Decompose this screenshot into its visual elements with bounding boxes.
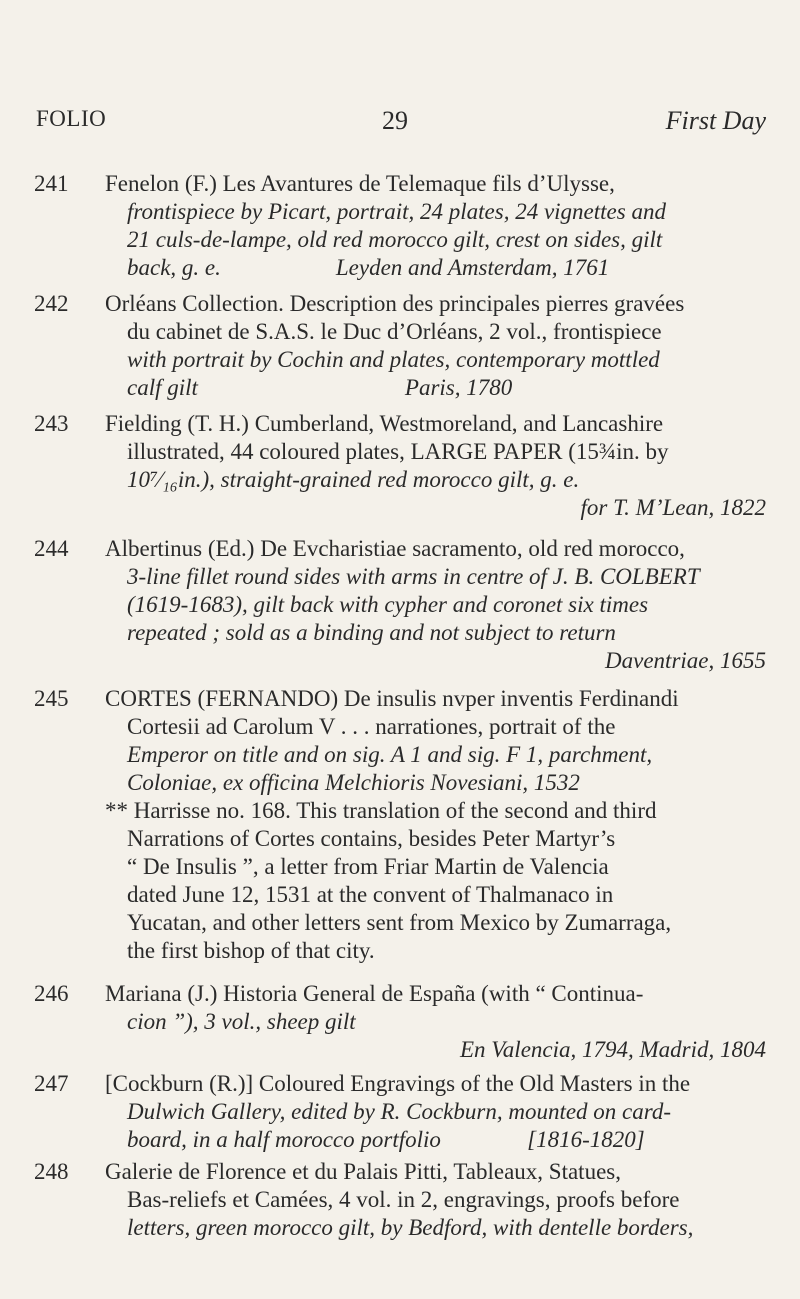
entry-line: CORTES (FERNANDO) De insulis nvper inventis Ferdinandi: [105, 686, 679, 711]
entry-line: (1619-1683), gilt back with cypher and coronet six times: [127, 592, 649, 617]
entry-line: Fielding (T. H.) Cumberland, Westmoreland, and Lancashire: [105, 411, 664, 436]
entry-line: Dulwich Gallery, edited by R. Cockburn, mounted on card-: [127, 1099, 672, 1124]
lot-number: 247: [34, 1071, 69, 1096]
entry-line: Orléans Collection. Description des principales pierres gravées: [105, 291, 685, 316]
page-header: [0, 106, 800, 142]
header-folio: FOLIO: [36, 106, 107, 131]
entry-line: En Valencia, 1794, Madrid, 1804: [460, 1037, 766, 1062]
note-line: “ De Insulis ”, a letter from Friar Martin de Valencia: [127, 854, 609, 879]
entry-line: illustrated, 44 coloured plates, LARGE PAPER (15¾in. by: [127, 439, 669, 464]
entry-line: board, in a half morocco portfolio [1816-1820]: [127, 1127, 645, 1152]
entry-line: calf gilt Paris, 1780: [127, 375, 513, 400]
note-line: Yucatan, and other letters sent from Mexico by Zumarraga,: [127, 910, 672, 935]
entry-line: with portrait by Cochin and plates, contemporary mottled: [127, 347, 660, 372]
entry-text: [105, 980, 770, 1064]
entry-line: letters, green morocco gilt, by Bedford, with dentelle borders,: [127, 1215, 694, 1240]
entry-line: repeated ; sold as a binding and not subject to return: [127, 620, 616, 645]
entry-line: [Cockburn (R.)] Coloured Engravings of the Old Masters in the: [105, 1071, 691, 1096]
entry-line: Albertinus (Ed.) De Evcharistiae sacramento, old red morocco,: [105, 536, 685, 561]
entry-line: Galerie de Florence et du Palais Pitti, Tableaux, Statues,: [105, 1159, 621, 1184]
entry-line: Daventriae, 1655: [605, 648, 766, 673]
entry-line: Cortesii ad Carolum V . . . narrationes, portrait of the: [127, 714, 616, 739]
entry-line: du cabinet de S.A.S. le Duc d’Orléans, 2 vol., frontispiece: [127, 319, 662, 344]
entry-text: [105, 1070, 770, 1154]
lot-number: 243: [34, 411, 69, 436]
entry-line: for T. M’Lean, 1822: [580, 495, 766, 520]
lot-number: 246: [34, 981, 69, 1006]
entry-line: Mariana (J.) Historia General de España (with “ Continua-: [105, 981, 644, 1006]
entry-line: 3-line fillet round sides with arms in centre of J. B. COLBERT: [127, 564, 700, 589]
lot-number: 244: [34, 536, 69, 561]
entry-line: back, g. e. Leyden and Amsterdam, 1761: [127, 255, 610, 280]
lot-number: 241: [34, 171, 69, 196]
lot-number: 242: [34, 291, 69, 316]
note-line: dated June 12, 1531 at the convent of Thalmanaco in: [127, 882, 614, 907]
entry-line: Coloniae, ex officina Melchioris Novesiani, 1532: [127, 770, 580, 795]
entry-line: Emperor on title and on sig. A 1 and sig. F 1, parchment,: [127, 742, 653, 767]
entry-line: 21 culs-de-lampe, old red morocco gilt, crest on sides, gilt: [127, 227, 663, 252]
lot-number: 245: [34, 686, 69, 711]
entry-text: [105, 685, 770, 965]
entry-line: Bas-reliefs et Camées, 4 vol. in 2, engravings, proofs before: [127, 1187, 680, 1212]
note-line: ** Harrisse no. 168. This translation of the second and third: [105, 798, 657, 823]
entry-line: 10⁷⁄₁₆in.), straight-grained red morocco gilt, g. e.: [127, 467, 580, 492]
lot-number: 248: [34, 1159, 69, 1184]
header-day: First Day: [665, 106, 766, 135]
entry-line: frontispiece by Picart, portrait, 24 plates, 24 vignettes and: [127, 199, 666, 224]
note-line: the first bishop of that city.: [127, 938, 375, 963]
entry-text: [105, 1158, 770, 1242]
note-line: Narrations of Cortes contains, besides Peter Martyr’s: [127, 826, 616, 851]
entry-text: [105, 170, 770, 282]
entry-text: [105, 535, 770, 675]
entry-line: cion ”), 3 vol., sheep gilt: [127, 1009, 356, 1034]
entry-text: [105, 410, 770, 522]
entry-line: Fenelon (F.) Les Avantures de Telemaque fils d’Ulysse,: [105, 171, 615, 196]
page-number: 29: [382, 106, 408, 135]
entry-text: [105, 290, 770, 402]
